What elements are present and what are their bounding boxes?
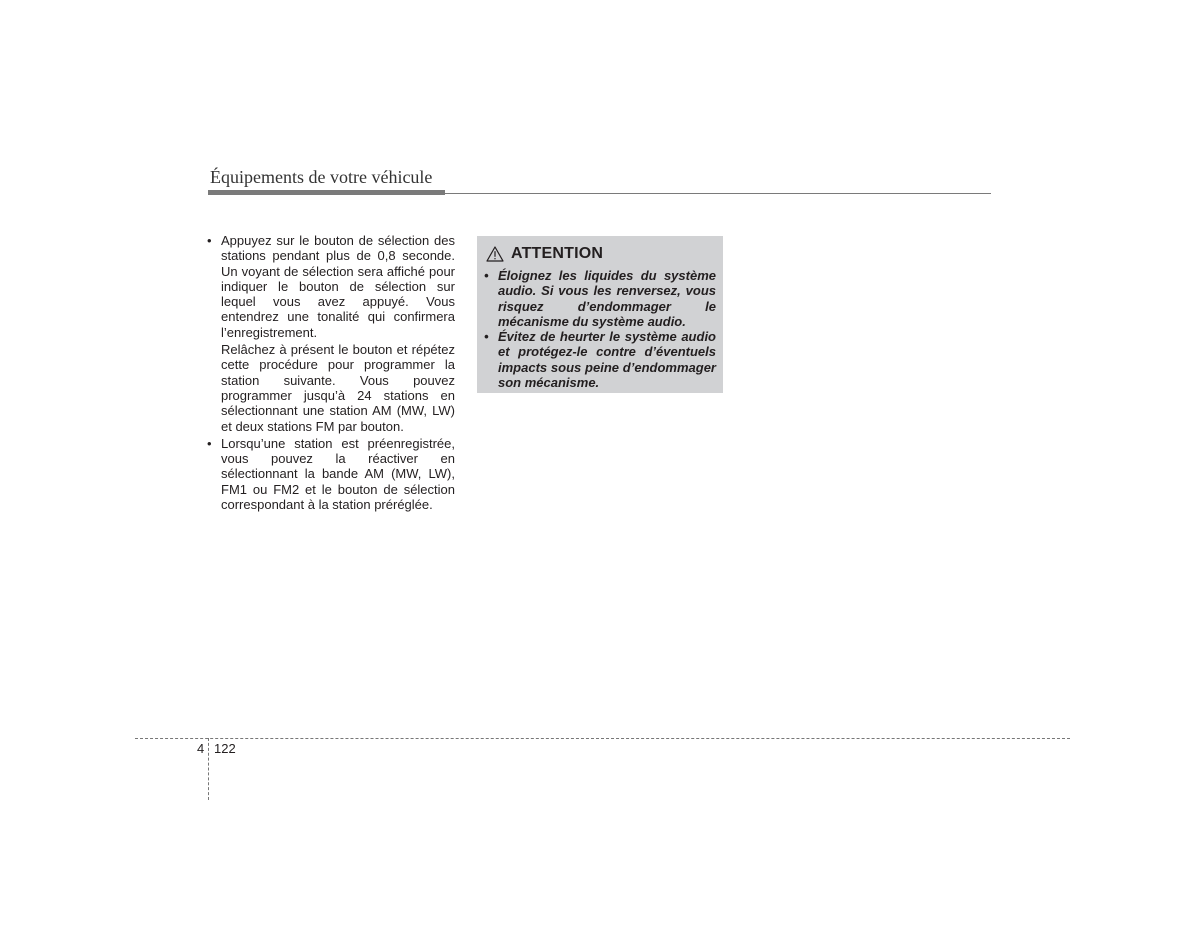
bullet-glyph: • [484,329,489,345]
footer-vertical-rule [208,738,209,800]
footer-rule [135,738,1070,739]
notice-text: Évitez de heurter le système audio et protégez-le contre d’éventuels impacts sous peine d’endommager son mécanisme. [498,329,716,391]
bullet-glyph: • [207,233,212,248]
chapter-number: 4 [197,741,205,756]
paragraph: Lorsqu’une station est préenregistrée, vous pouvez la réactiver en sélectionnant la bande AM (MW, LW), FM1 ou FM2 et le bouton de sélection correspondant à la station préréglée. [221,435,455,513]
notice-item [484,329,716,390]
list-item [207,233,455,434]
paragraph: Appuyez sur le bouton de sélection des stations pendant plus de 0,8 seconde. Un voyant de sélection sera affiché pour indiquer le bouton de sélection sur lequel vous avez appuyé. Vous entendrez une tonalité qui confirmera l’enregistrement. [221,233,455,340]
instructions-column [207,233,455,514]
list-item [207,436,455,512]
notice-item [484,268,716,329]
notice-list [484,268,716,390]
header-rule-thin [445,193,991,194]
notice-title: ATTENTION [511,245,604,262]
page-header-title: Équipements de votre véhicule [210,167,433,187]
page-number: 122 [214,741,236,756]
bullet-glyph: • [484,268,489,283]
warning-triangle-icon [486,246,504,262]
bullet-glyph: • [207,435,212,451]
notice-header [484,243,716,265]
attention-notice [477,236,723,393]
header-rule-thick [208,190,445,195]
notice-text: Éloignez les liquides du système audio. Si vous les renversez, vous risquez d’endommager le mécanisme du système audio. [498,268,716,329]
paragraph: Relâchez à présent le bouton et répétez cette procédure pour programmer la station suivante. Vous pouvez programmer jusqu’à 24 stations en sélectionnant une station AM (MW, LW) et deux stations FM par bouton. [221,342,455,434]
